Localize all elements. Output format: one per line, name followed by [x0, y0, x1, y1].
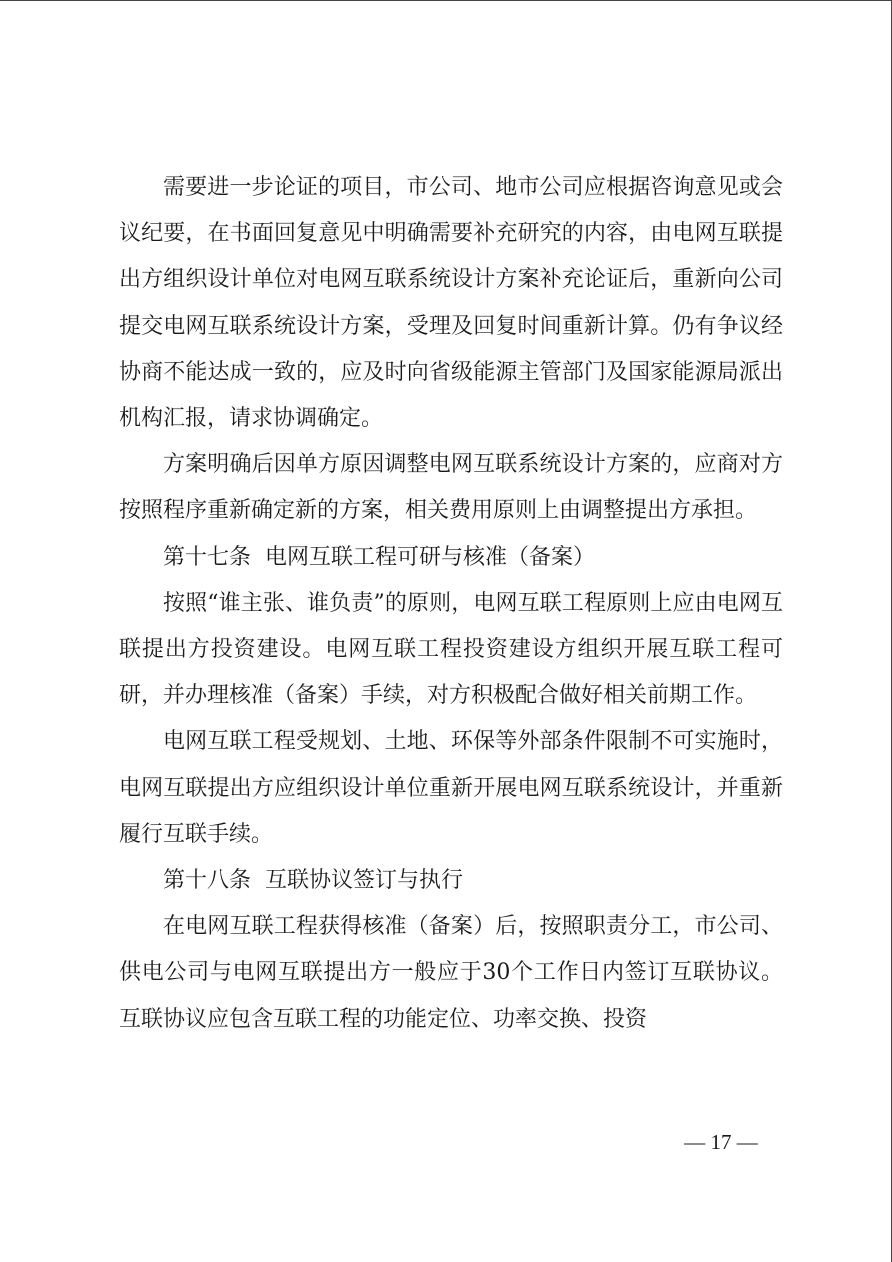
article-17-heading: 第十七条 电网互联工程可研与核准（备案） — [163, 544, 595, 570]
paragraph-plan-adjustment: 方案明确后因单方原因调整电网互联系统设计方案的，应商对方按照程序重新确定新的方案，相关费用原则上由调整提出方承担。 — [119, 452, 783, 524]
paragraph-investment-responsibility: 按照“谁主张、谁负责”的原则，电网互联工程原则上应由电网互联提出方投资建设。电网互联工程投资建设方组织开展互联工程可研，并办理核准（备案）手续，对方积极配合做好相关前期工作。 — [119, 590, 783, 709]
article-18-heading: 第十八条 互联协议签订与执行 — [163, 868, 463, 894]
document-body — [119, 165, 783, 1043]
page-number: — 17 — — [684, 1130, 758, 1154]
paragraph-external-constraints: 电网互联工程受规划、土地、环保等外部条件限制不可实施时，电网互联提出方应组织设计单位重新开展电网互联系统设计，并重新履行互联手续。 — [119, 729, 783, 847]
paragraph-agreement-signing: 在电网互联工程获得核准（备案）后，按照职责分工，市公司、供电公司与电网互联提出方一般应于30个工作日内签订互联协议。互联协议应包含互联工程的功能定位、功率交换、投资 — [119, 914, 783, 1032]
paragraph-project-demonstration: 需要进一步论证的项目，市公司、地市公司应根据咨询意见或会议纪要，在书面回复意见中明确需要补充研究的内容，由电网互联提出方组织设计单位对电网互联系统设计方案补充论证后，重新向公司提交电网互联系统设计方案，受理及回复时间重新计算。仍有争议经协商不能达成一致的，应及时向省级能源主管部门及国家能源局派出机构汇报，请求协调确定。 — [119, 175, 783, 432]
